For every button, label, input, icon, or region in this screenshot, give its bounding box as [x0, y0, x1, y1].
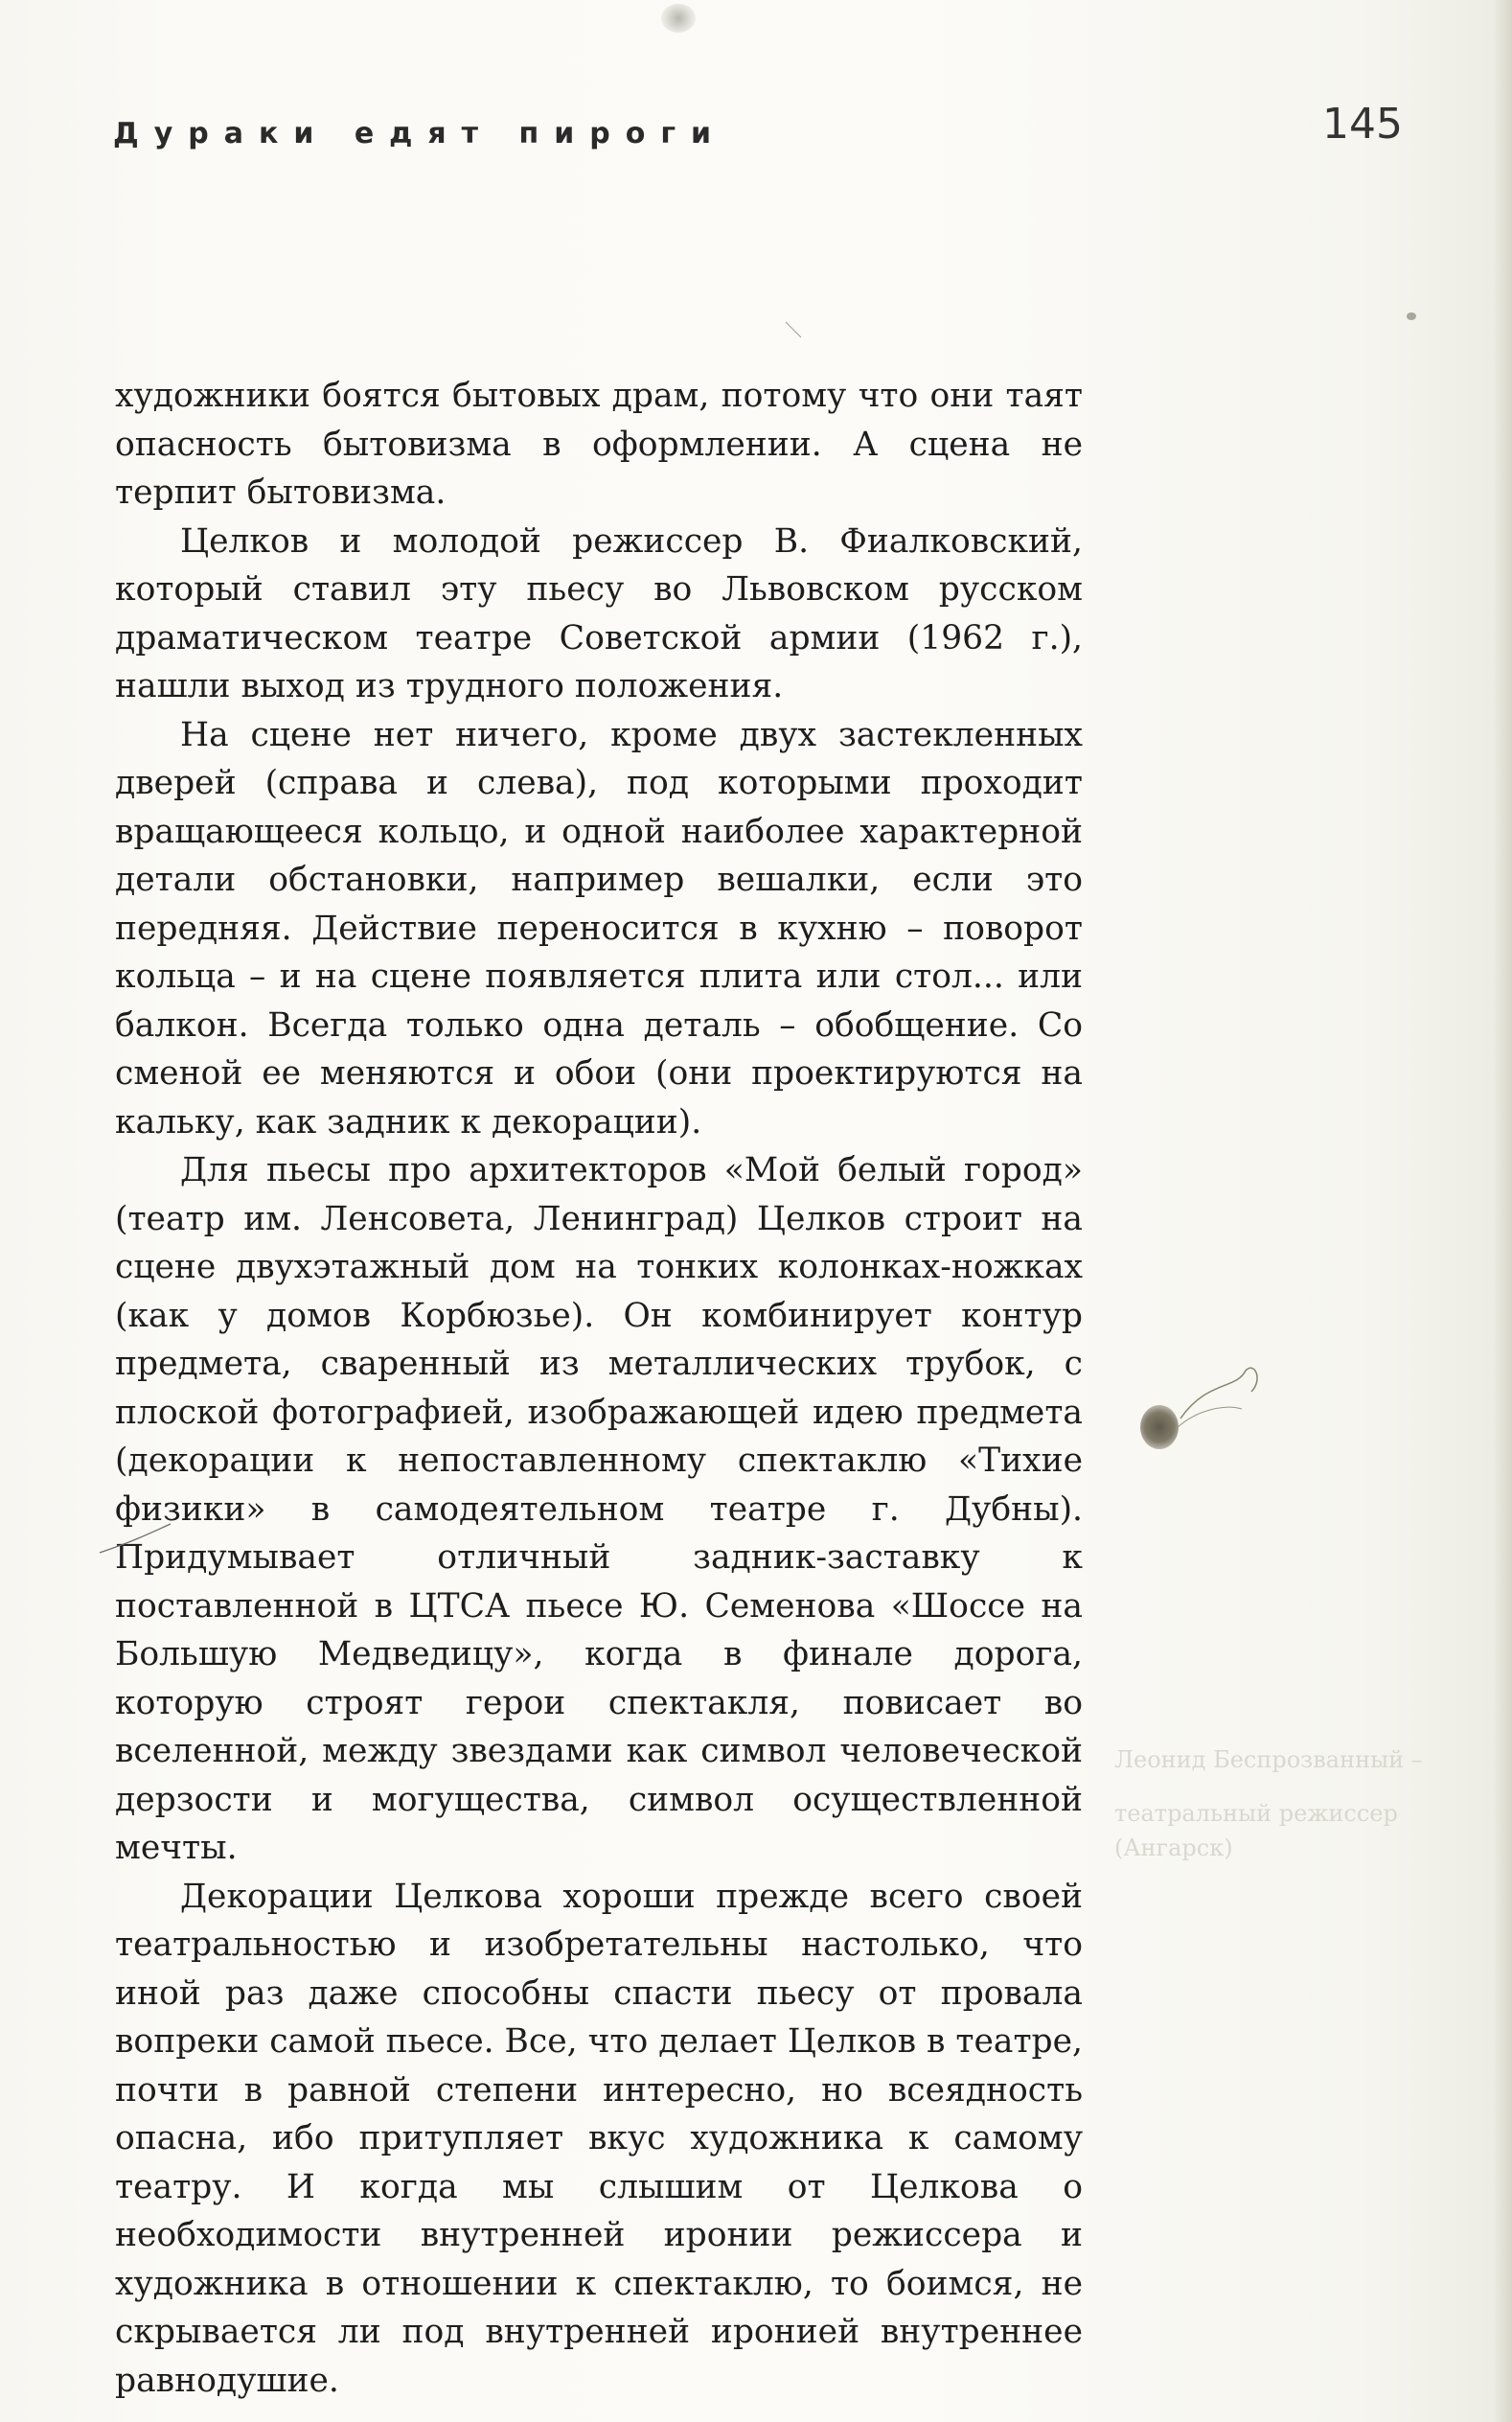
page-edge-shadow [1493, 0, 1512, 2422]
page-number: 145 [1322, 100, 1403, 149]
main-text-column [115, 372, 1083, 2405]
margin-note-bleedthrough [1114, 1742, 1431, 1865]
paper-speck-top [661, 4, 696, 33]
paragraph-2: Целков и молодой режиссер В. Фиалковский, который ставил эту пьесу во Львовском русском драматическом театре Советской армии (1962 г.), нашли выход из трудного положения. [115, 521, 1083, 705]
paragraph-3: На сцене нет ничего, кроме двух застекленных дверей (справа и слева), под которыми проходит вращающееся кольцо, и одной наиболее характерной детали обстановки, например вешалки, если это передняя. Действие переносится в кухню – поворот кольца – и на сцене появляется плита или стол... или балкон. Всегда только одна деталь – обобщение. Со сменой ее меняются и обои (они проектируются на кальку, как задник к декорации). [115, 715, 1083, 1142]
paragraph-4: Для пьесы про архитекторов «Мой белый город» (театр им. Ленсовета, Ленинград) Целков строит на сцене двухэтажный дом на тонких колонках-ножках (как у домов Корбюзье). Он комбинирует контур предмета, сваренный из металлических трубок, с плоской фотографией, изображающей идею предмета (декорации к непоставленному спектаклю «Тихие физики» в самодеятельном театре г. Дубны). Придумывает отличный задник-заставку к поставленной в ЦТСА пьесе Ю. Семенова «Шоссе на Большую Медведицу», когда в финале дорога, которую строят герои спектакля, повисает во вселенной, между звездами как символ человеческой дерзости и могущества, символ осуществленной мечты. [115, 1151, 1083, 1867]
paragraph-1: художники боятся бытовых драм, потому что они таят опасность бытовизма в оформлении. А сцена не терпит бытовизма. [115, 377, 1083, 512]
running-title: Дураки едят пироги [113, 117, 727, 150]
margin-note-name: Леонид Беспрозванный – [1114, 1746, 1423, 1773]
margin-note-role: театральный режиссер (Ангарск) [1114, 1800, 1398, 1861]
paper-speck-lint [1140, 1405, 1179, 1449]
paragraph-5: Декорации Целкова хороши прежде всего своей театральностью и изобретательны настолько, что иной раз даже способны спасти пьесу от провала вопреки самой пьесе. Все, что делает Целков в театре, почти в равной степени интересно, но всеядность опасна, ибо притупляет вкус художника к самому театру. И когда мы слышим от Целкова о необходимости внутренней иронии режиссера и художника в отношении к спектаклю, то боимся, не скрывается ли под внутренней иронией внутреннее равнодушие. [115, 1877, 1083, 2400]
paper-speck-small [1407, 312, 1416, 320]
